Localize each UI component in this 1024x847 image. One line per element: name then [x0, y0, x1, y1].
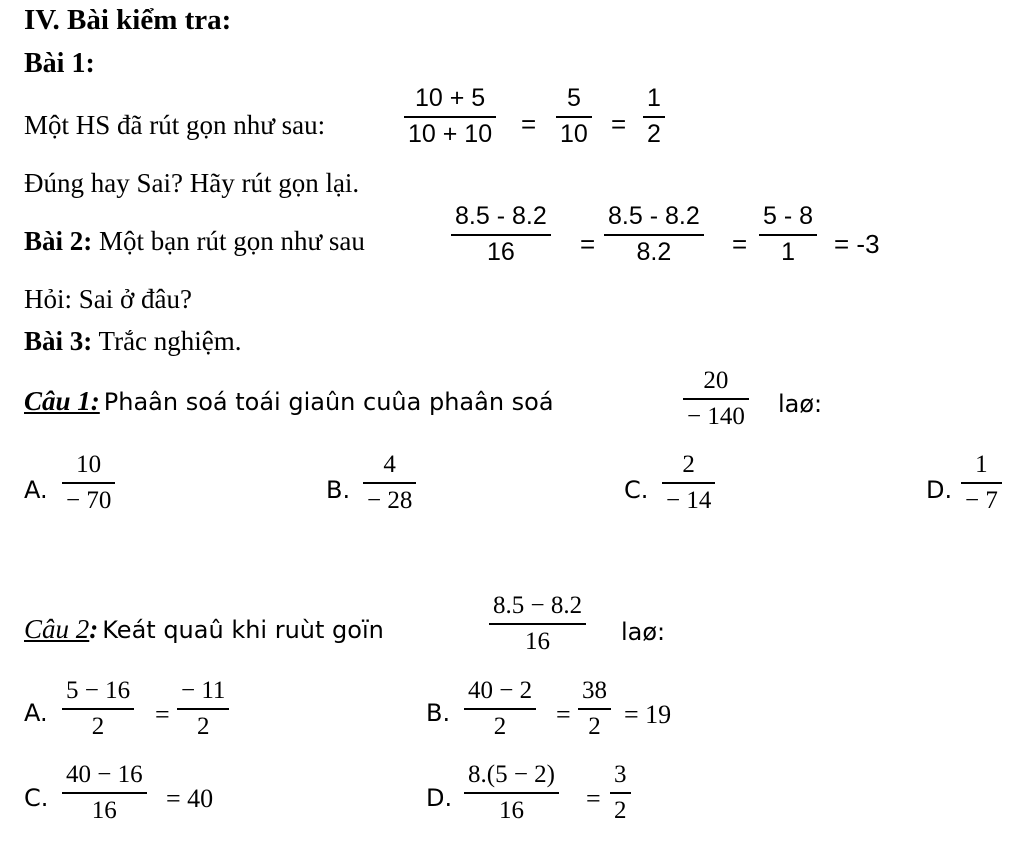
- fraction-numerator: 3: [614, 761, 627, 788]
- fraction-denominator: 10: [560, 120, 588, 148]
- fraction-numerator: 8.5 - 8.2: [608, 202, 700, 230]
- cau1-option-c-letter: C.: [624, 476, 649, 504]
- bai1-fraction-3: [643, 86, 665, 147]
- cau2-option-d-letter: D.: [426, 784, 453, 812]
- fraction-denominator: 2: [588, 713, 601, 740]
- cau2-label: Câu 2: [24, 614, 90, 644]
- fraction-numerator: 2: [682, 451, 695, 478]
- fraction-bar: [683, 398, 749, 400]
- fraction-numerator: 1: [647, 84, 661, 112]
- fraction-bar: [62, 482, 115, 484]
- fraction-denominator: − 14: [666, 487, 712, 514]
- bai1-fraction-1: [404, 86, 496, 147]
- bai2-prompt: Một bạn rút gọn như sau: [99, 226, 365, 256]
- fraction-bar: [451, 234, 551, 236]
- fraction-denominator: 1: [781, 238, 795, 266]
- bai2-fraction-3: [759, 204, 817, 265]
- fraction-numerator: 8.(5 − 2): [468, 761, 555, 788]
- cau1-fraction: [683, 368, 749, 429]
- fraction-numerator: 5 − 16: [66, 677, 131, 704]
- cau1-label: Câu 1:: [24, 386, 100, 416]
- fraction-bar: [489, 623, 586, 625]
- fraction-denominator: 16: [486, 238, 515, 266]
- cau2-option-b-fraction-2[interactable]: [578, 678, 611, 739]
- cau1-option-b[interactable]: [363, 452, 416, 513]
- cau2-option-c-result: = 40: [166, 784, 214, 813]
- cau1-option-a-letter: A.: [24, 476, 48, 504]
- fraction-bar: [604, 234, 704, 236]
- fraction-denominator: − 7: [965, 487, 998, 514]
- cau2-option-a-fraction-1[interactable]: [62, 678, 134, 739]
- fraction-bar: [464, 792, 559, 794]
- bai1-prompt: Một HS đã rút gọn như sau:: [24, 110, 326, 140]
- cau2-option-a-fraction-2[interactable]: [177, 678, 229, 739]
- fraction-denominator: 2: [647, 120, 661, 148]
- cau1-option-b-letter: B.: [326, 476, 351, 504]
- fraction-bar: [464, 708, 536, 710]
- fraction-bar: [363, 482, 416, 484]
- fraction-bar: [62, 708, 134, 710]
- fraction-numerator: 38: [582, 677, 607, 704]
- equals-sign: =: [586, 784, 601, 813]
- cau1-option-c[interactable]: [662, 452, 715, 513]
- fraction-numerator: 5: [566, 84, 581, 112]
- fraction-denominator: 16: [499, 797, 524, 824]
- fraction-numerator: 8.5 - 8.2: [455, 202, 547, 230]
- fraction-denominator: 2: [196, 713, 210, 740]
- fraction-bar: [578, 708, 611, 710]
- cau2-option-b-letter: B.: [426, 699, 451, 727]
- equals-sign: =: [556, 700, 571, 729]
- bai3-line: [24, 326, 242, 357]
- fraction-denominator: − 140: [687, 403, 745, 430]
- fraction-bar: [556, 116, 592, 118]
- cau2-option-a-letter: A.: [24, 699, 48, 727]
- fraction-bar: [610, 792, 631, 794]
- equals-sign: =: [155, 700, 170, 729]
- fraction-denominator: 16: [91, 797, 117, 824]
- fraction-bar: [177, 708, 229, 710]
- cau1-text: Phaân soá toái giaûn cuûa phaân soá: [103, 388, 554, 416]
- fraction-denominator: 16: [525, 628, 551, 655]
- section-heading: IV. Bài kiểm tra:: [24, 4, 232, 36]
- fraction-numerator: 1: [975, 451, 988, 478]
- cau2-option-c-letter: C.: [24, 784, 49, 812]
- fraction-numerator: − 11: [181, 677, 226, 704]
- bai2-fraction-1: [451, 204, 551, 265]
- fraction-numerator: 5 - 8: [763, 202, 814, 230]
- fraction-numerator: 40 − 16: [66, 761, 143, 788]
- cau1-option-a[interactable]: [62, 452, 115, 513]
- bai2-label: Bài 2:: [24, 226, 93, 256]
- fraction-bar: [662, 482, 715, 484]
- equals-sign: =: [611, 109, 627, 139]
- cau2-option-b-fraction-1[interactable]: [464, 678, 536, 739]
- fraction-denominator: − 28: [367, 487, 413, 514]
- bai2-fraction-2: [604, 204, 704, 265]
- fraction-numerator: 8.5 − 8.2: [493, 592, 583, 619]
- fraction-numerator: 10 + 5: [414, 84, 486, 112]
- fraction-denominator: − 70: [66, 487, 112, 514]
- cau2-suffix: laø:: [621, 618, 666, 646]
- fraction-bar: [643, 116, 665, 118]
- equals-sign: =: [580, 229, 596, 259]
- cau1-suffix: laø:: [778, 390, 823, 418]
- equals-sign: =: [732, 229, 748, 259]
- fraction-numerator: 40 − 2: [468, 677, 533, 704]
- cau1-option-d-letter: D.: [926, 476, 953, 504]
- fraction-denominator: 8.2: [636, 238, 672, 266]
- fraction-numerator: 10: [76, 451, 102, 478]
- fraction-bar: [404, 116, 496, 118]
- cau2-colon: :: [89, 614, 99, 644]
- fraction-denominator: 2: [91, 713, 105, 740]
- bai2-line: [24, 226, 365, 257]
- bai2-question: Hỏi: Sai ở đâu?: [24, 284, 192, 314]
- cau2-option-d-fraction-2[interactable]: [610, 762, 631, 823]
- fraction-denominator: 2: [493, 713, 507, 740]
- bai3-prompt: Trắc nghiệm.: [98, 326, 242, 356]
- cau1-option-d[interactable]: [961, 452, 1002, 513]
- fraction-denominator: 2: [614, 797, 627, 824]
- bai1-fraction-2: [556, 86, 592, 147]
- equals-sign: =: [521, 109, 537, 139]
- fraction-numerator: 4: [383, 451, 396, 478]
- cau2-text: Keát quaû khi ruùt goïn: [102, 616, 384, 644]
- bai2-result: = -3: [834, 229, 880, 259]
- fraction-bar: [759, 234, 817, 236]
- cau2-line: [24, 614, 384, 645]
- fraction-denominator: 10 + 10: [408, 120, 493, 148]
- fraction-bar: [961, 482, 1002, 484]
- fraction-bar: [62, 792, 147, 794]
- cau2-option-d-fraction-1[interactable]: [464, 762, 559, 823]
- bai1-question: Đúng hay Sai? Hãy rút gọn lại.: [24, 168, 360, 198]
- cau2-fraction: [489, 593, 586, 654]
- cau1-line: [24, 386, 554, 417]
- fraction-numerator: 20: [703, 367, 729, 394]
- cau2-option-c-fraction[interactable]: [62, 762, 147, 823]
- bai1-label: Bài 1:: [24, 48, 95, 79]
- bai3-label: Bài 3:: [24, 326, 93, 356]
- cau2-option-b-result: = 19: [624, 700, 672, 729]
